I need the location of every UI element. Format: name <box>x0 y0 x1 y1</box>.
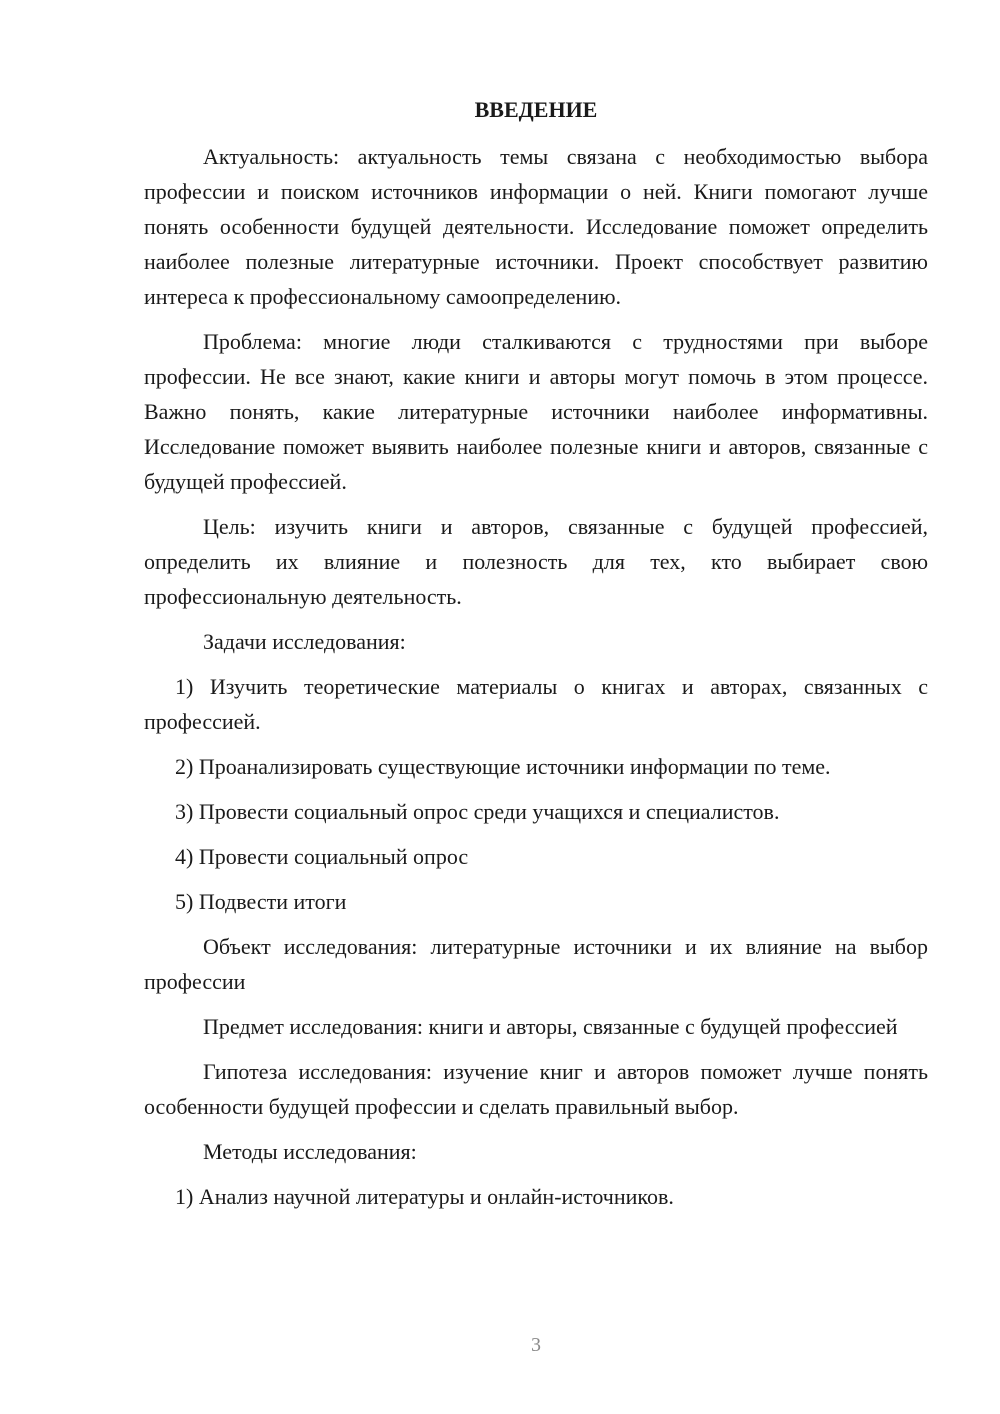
problem-paragraph: Проблема: многие люди сталкиваются с трудностями при выборе профессии. Не все знают, какие книги и авторы могут помочь в этом процессе. Важно понять, какие литературные источники наиболее информативны. Исследование поможет выявить наиболее полезные книги и авторов, связанные с будущей профессией. <box>144 329 928 494</box>
object-paragraph: Объект исследования: литературные источники и их влияние на выбор профессии <box>144 934 928 994</box>
relevance-paragraph: Актуальность: актуальность темы связана с необходимостью выбора профессии и поиском источников информации о ней. Книги помогают лучше понять особенности будущей деятельности. Исследование поможет определить наиболее полезные литературные источники. Проект способствует развитию интереса к профессиональному самоопределению. <box>144 144 928 309</box>
method-item-1: 1) Анализ научной литературы и онлайн-источников. <box>175 1184 674 1209</box>
methods-heading: Методы исследования: <box>203 1139 417 1164</box>
section-title: ВВЕДЕНИЕ <box>474 97 598 122</box>
task-item-4: 4) Провести социальный опрос <box>175 844 469 869</box>
task-item-5: 5) Подвести итоги <box>175 889 347 914</box>
hypothesis-paragraph: Гипотеза исследования: изучение книг и авторов поможет лучше понять особенности будущей профессии и сделать правильный выбор. <box>144 1059 928 1119</box>
subject-paragraph: Предмет исследования: книги и авторы, связанные с будущей профессией <box>203 1014 898 1039</box>
task-item-3: 3) Провести социальный опрос среди учащихся и специалистов. <box>175 799 780 824</box>
task-item-1: 1) Изучить теоретические материалы о книгах и авторах, связанных с профессией. <box>144 674 928 734</box>
page-content <box>144 92 928 1224</box>
page-number: 3 <box>531 1334 541 1356</box>
tasks-heading: Задачи исследования: <box>203 629 406 654</box>
task-item-2: 2) Проанализировать существующие источники информации по теме. <box>175 754 831 779</box>
goal-paragraph: Цель: изучить книги и авторов, связанные с будущей профессией, определить их влияние и полезность для тех, кто выбирает свою профессиональную деятельность. <box>144 514 928 609</box>
